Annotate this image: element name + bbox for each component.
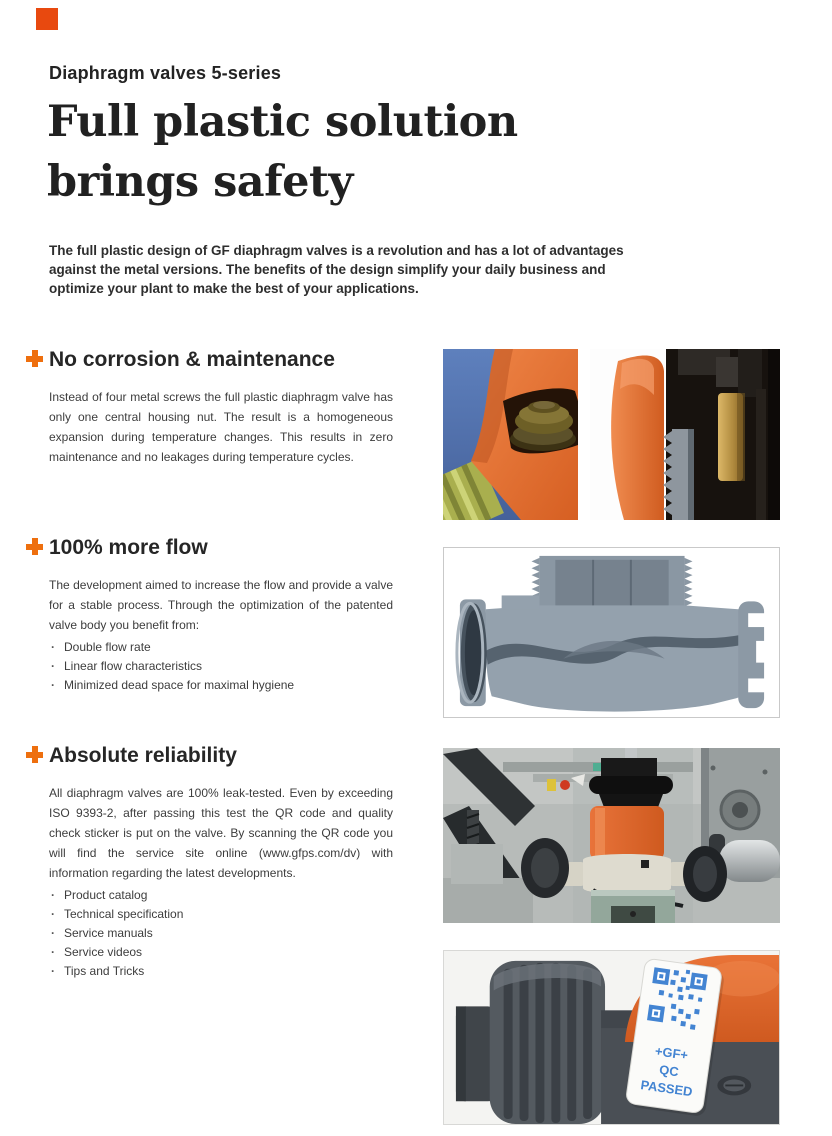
section-heading: Absolute reliability [49,744,237,767]
section-heading-row [26,348,392,372]
qc-sticker-passed: PASSED [639,1077,694,1100]
list-item: · Tips and Tricks [49,962,393,981]
list-item: · Technical specification [49,905,393,924]
section-body: Instead of four metal screws the full plastic diaphragm valve has only one central housing nut. The result is a homogeneous expansion during temperature changes. This results in zero maintenance and no leakages during temperature cycles. [49,390,393,464]
photo-leak-test-machine [443,748,780,923]
page-title-line2: brings safety [47,157,353,207]
list-item: · Product catalog [49,886,393,905]
section-more-flow [26,536,392,695]
photo-valve-cross-section [443,547,780,718]
section-no-corrosion [26,348,392,467]
list-item: · Service manuals [49,924,393,943]
intro-paragraph: The full plastic design of GF diaphragm valves is a revolution and has a lot of advantages against the metal versions. The benefits of the design simplify your daily business and optimize your plant to make the best of your applications. [49,243,624,296]
list-item: · Linear flow characteristics [49,657,393,676]
plus-icon [26,350,43,367]
benefit-list [49,638,393,695]
plus-icon [26,746,43,763]
plus-icon [26,538,43,555]
section-heading-row [26,536,392,560]
photo-qc-sticker-valve [443,950,780,1125]
list-item: · Service videos [49,943,393,962]
section-heading: No corrosion & maintenance [49,348,335,371]
section-heading: 100% more flow [49,536,208,559]
section-heading-row [26,744,392,768]
page-title-line1: Full plastic solution [47,97,518,147]
list-item: · Minimized dead space for maximal hygiene [49,676,393,695]
section-reliability [26,744,392,981]
qc-sticker-qc: QC [658,1061,680,1080]
photo-screw-vs-plastic-cutaway [443,349,780,520]
kicker: Diaphragm valves 5-series [49,63,282,83]
brand-corner-square [36,8,58,30]
page-title [47,92,518,212]
list-item: · Double flow rate [49,638,393,657]
service-list [49,886,393,981]
section-body: All diaphragm valves are 100% leak-tested. Even by exceeding ISO 9393-2, after passing this test the QR code and quality check sticker is put on the valve. By scanning the QR code you will find the service site online (www.gfps.com/dv) with information regarding the latest developments. [49,786,393,880]
qc-sticker-brand: +GF+ [654,1043,689,1063]
section-body: The development aimed to increase the flow and provide a valve for a stable process. Through the optimization of the patented valve body you benefit from: [49,578,393,632]
